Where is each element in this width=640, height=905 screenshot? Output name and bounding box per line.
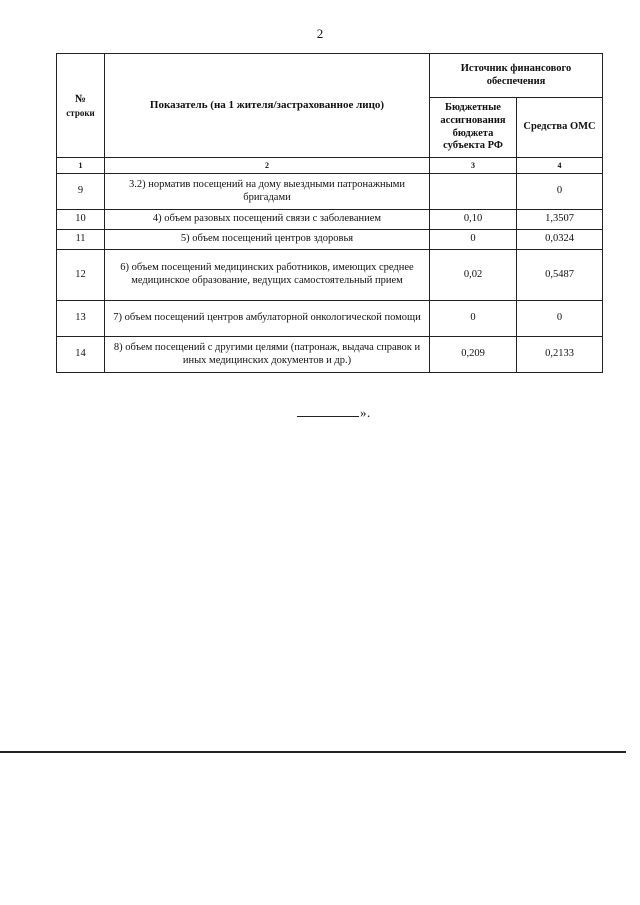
closing-quote: ». [360, 405, 371, 420]
row-oms-value: 0,5487 [517, 250, 603, 301]
header-budget: Бюджетные ассигнования бюджета субъекта РФ [430, 98, 517, 158]
header-indicator: Показатель (на 1 жителя/застрахованное лицо) [105, 54, 430, 158]
column-number: 3 [430, 158, 517, 174]
row-indicator: 5) объем посещений центров здоровья [105, 230, 430, 250]
row-indicator: 4) объем разовых посещений связи с заболеванием [105, 210, 430, 230]
closing-mark [297, 405, 371, 421]
page-divider [0, 751, 626, 753]
header-num-label: строки [66, 107, 95, 118]
row-number: 11 [57, 230, 105, 250]
row-indicator: 6) объем посещений медицинских работников, имеющих среднее медицинское образование, ведущих самостоятельный прием [105, 250, 430, 301]
signature-line [297, 406, 359, 417]
row-budget-value [430, 174, 517, 210]
row-oms-value: 0 [517, 174, 603, 210]
column-number: 2 [105, 158, 430, 174]
table-row [57, 230, 603, 250]
table-row [57, 337, 603, 373]
financing-table [56, 53, 603, 373]
row-oms-value: 0,0324 [517, 230, 603, 250]
page-number: 2 [316, 26, 324, 41]
row-number: 10 [57, 210, 105, 230]
table-row [57, 301, 603, 337]
table-row [57, 250, 603, 301]
table-row [57, 210, 603, 230]
row-budget-value: 0,10 [430, 210, 517, 230]
table-row [57, 174, 603, 210]
row-budget-value: 0 [430, 230, 517, 250]
row-number: 13 [57, 301, 105, 337]
header-funding-source: Источник финансового обеспечения [430, 54, 603, 98]
row-indicator: 7) объем посещений центров амбулаторной онкологической помощи [105, 301, 430, 337]
row-indicator: 3.2) норматив посещений на дому выездными патронажными бригадами [105, 174, 430, 210]
header-row-number [57, 54, 105, 158]
row-oms-value: 0,2133 [517, 337, 603, 373]
row-indicator: 8) объем посещений с другими целями (патронаж, выдача справок и иных медицинских документов и др.) [105, 337, 430, 373]
row-oms-value: 1,3507 [517, 210, 603, 230]
row-budget-value: 0,209 [430, 337, 517, 373]
row-oms-value: 0 [517, 301, 603, 337]
row-number: 9 [57, 174, 105, 210]
row-number: 14 [57, 337, 105, 373]
column-number: 4 [517, 158, 603, 174]
column-number: 1 [57, 158, 105, 174]
header-num-symbol: № [74, 93, 87, 105]
header-oms: Средства ОМС [517, 98, 603, 158]
row-budget-value: 0,02 [430, 250, 517, 301]
row-number: 12 [57, 250, 105, 301]
row-budget-value: 0 [430, 301, 517, 337]
